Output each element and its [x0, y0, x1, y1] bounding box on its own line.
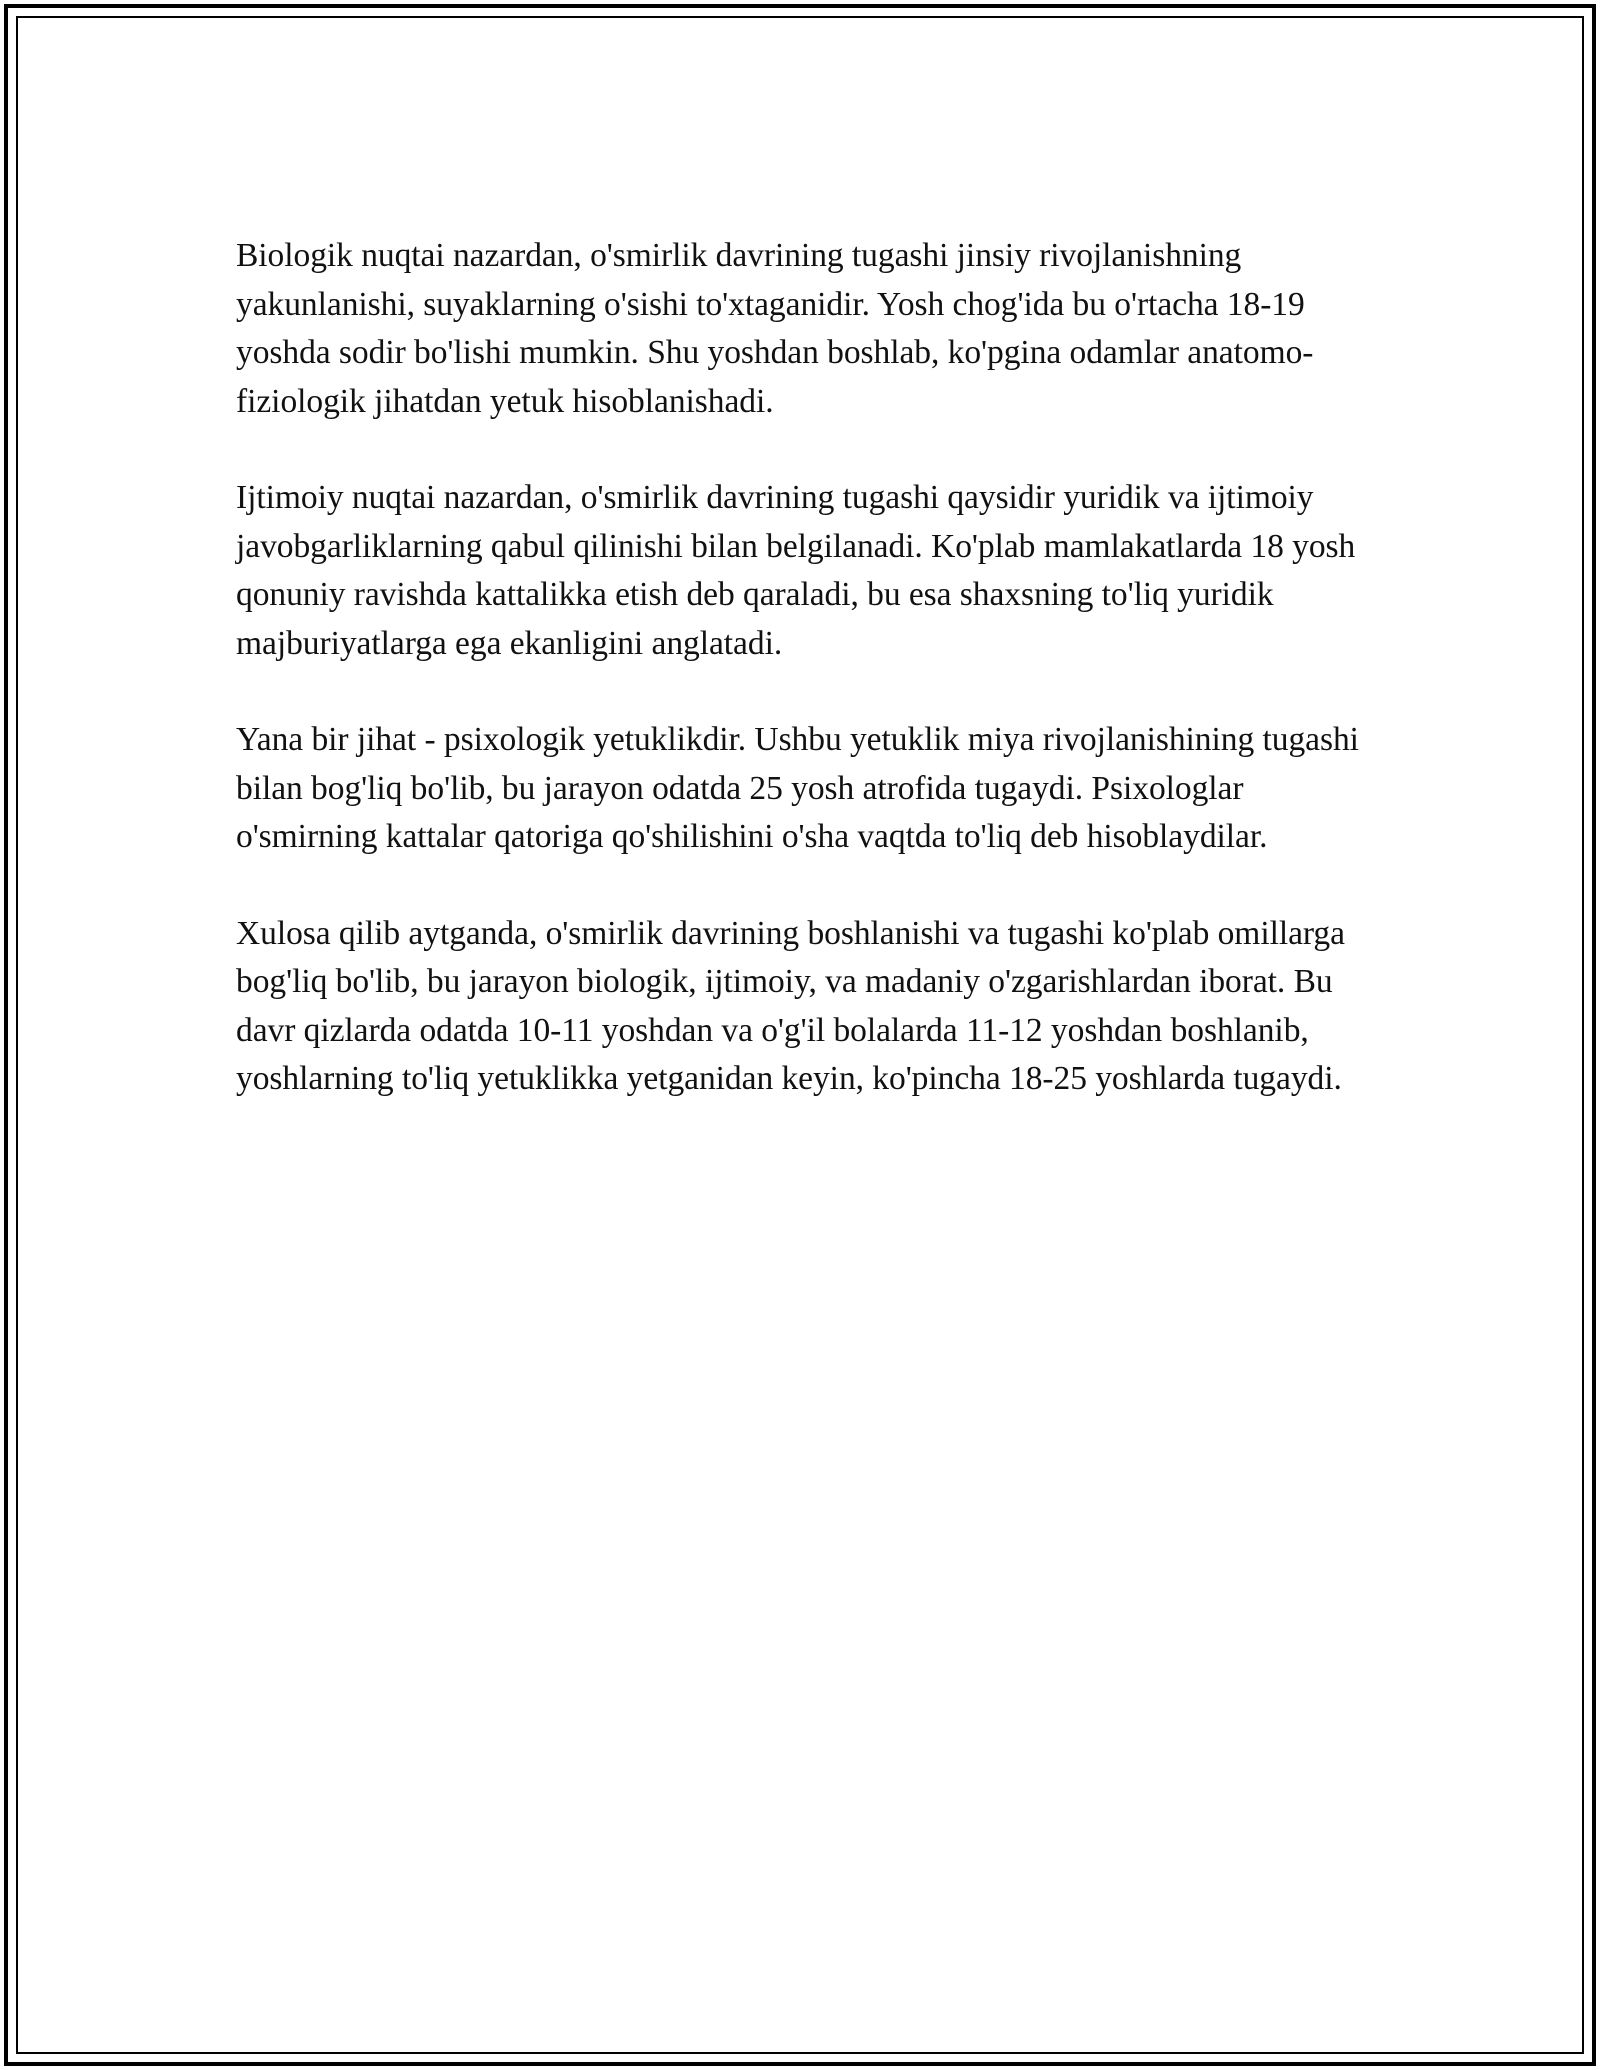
paragraph-social: Ijtimoiy nuqtai nazardan, o'smirlik davrining tugashi qaysidir yuridik va ijtimoiy javobgarliklarning qabul qilinishi bilan belgilanadi. Ko'plab mamlakatlarda 18 yosh qonuniy ravishda kattalikka etish deb qaraladi, bu esa shaxsning to'liq yuridik majburiyatlarga ega ekanligini anglatadi.: [236, 479, 1356, 662]
paragraph-biological: Biologik nuqtai nazardan, o'smirlik davrining tugashi jinsiy rivojlanishning yakunlanishi, suyaklarning o'sishi to'xtaganidir. Yosh chog'ida bu o'rtacha 18-19 yoshda sodir bo'lishi mumkin. Shu yoshdan boshlab, ko'pgina odamlar anatomo-fiziologik jihatdan yetuk hisoblanishadi.: [236, 237, 1314, 420]
paragraph-conclusion: Xulosa qilib aytganda, o'smirlik davrining boshlanishi va tugashi ko'plab omillarga bog'liq bo'lib, bu jarayon biologik, ijtimoiy, va madaniy o'zgarishlardan iborat. Bu davr qizlarda odatda 10-11 yoshdan va o'g'il bolalarda 11-12 yoshdan boshlanib, yoshlarning to'liq yetuklikka yetganidan keyin, ko'pincha 18-25 yoshlarda tugaydi.: [236, 914, 1345, 1097]
document-body: [236, 232, 1386, 1152]
paragraph-psychological: Yana bir jihat - psixologik yetuklikdir. Ushbu yetuklik miya rivojlanishining tugashi bilan bog'liq bo'lib, bu jarayon odatda 25 yosh atrofida tugaydi. Psixologlar o'smirning kattalar qatoriga qo'shilishini o'sha vaqtda to'liq deb hisoblaydilar.: [236, 721, 1359, 855]
